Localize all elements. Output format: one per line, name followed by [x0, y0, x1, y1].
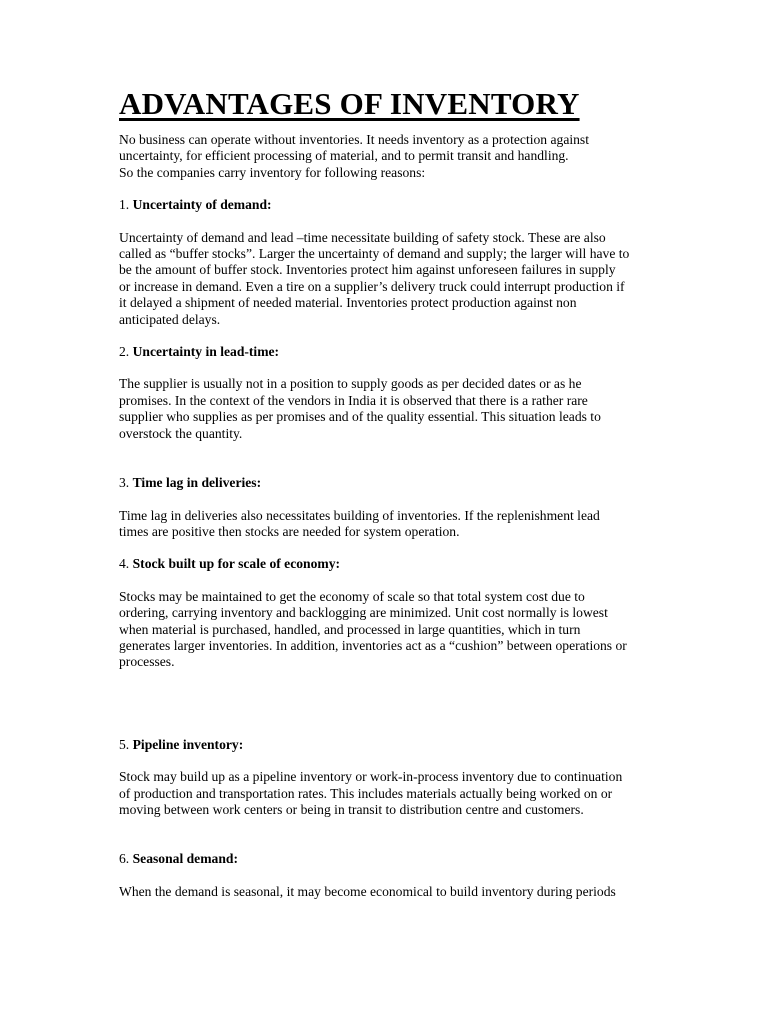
paragraph-line: Time lag in deliveries also necessitates building of inventories. If the replenishment lead	[119, 507, 600, 523]
section-paragraph	[119, 376, 639, 442]
section-title: Stock built up for scale of economy:	[132, 556, 341, 572]
paragraph-line: it delayed a shipment of needed material. Inventories protect production against non	[119, 295, 577, 311]
paragraph-line: be the amount of buffer stock. Inventories protect him against unforeseen failures in supply	[119, 262, 616, 278]
intro-line: uncertainty, for efficient processing of material, and to permit transit and handling.	[119, 148, 569, 164]
section-number: 3.	[119, 475, 130, 491]
paragraph-line: called as “buffer stocks”. Larger the uncertainty of demand and supply; the larger will have to	[119, 246, 630, 262]
paragraph-line: Stock may build up as a pipeline inventory or work-in-process inventory due to continuation	[119, 769, 623, 785]
section-number: 5.	[119, 736, 130, 752]
paragraph-line: Stocks may be maintained to get the economy of scale so that total system cost due to	[119, 588, 585, 604]
paragraph-line: processes.	[119, 654, 175, 670]
intro-line: So the companies carry inventory for following reasons:	[119, 164, 426, 180]
intro-line: No business can operate without inventories. It needs inventory as a protection against	[119, 132, 589, 147]
section-heading-seasonal-demand	[119, 851, 639, 867]
section-heading-uncertainty-of-demand	[119, 197, 639, 213]
paragraph-line: or increase in demand. Even a tire on a supplier’s delivery truck could interrupt production if	[119, 278, 625, 294]
section-number: 4.	[119, 556, 130, 572]
paragraph-line: When the demand is seasonal, it may become economical to build inventory during periods	[119, 883, 616, 899]
paragraph-line: overstock the quantity.	[119, 425, 243, 441]
section-paragraph	[119, 589, 639, 671]
section-number: 2.	[119, 344, 130, 360]
section-number: 1.	[119, 197, 130, 213]
document-title: ADVANTAGES OF INVENTORY	[119, 86, 580, 121]
section-title: Pipeline inventory:	[132, 736, 244, 752]
section-title: Uncertainty in lead-time:	[132, 344, 280, 360]
paragraph-line: generates larger inventories. In addition, inventories act as a “cushion” between operations or	[119, 637, 627, 653]
paragraph-line: promises. In the context of the vendors in India it is observed that there is a rather rare	[119, 392, 588, 408]
section-title: Seasonal demand:	[132, 851, 238, 867]
paragraph-line: Uncertainty of demand and lead –time necessitate building of safety stock. These are also	[119, 229, 606, 245]
document-page	[119, 86, 639, 900]
section-heading-pipeline-inventory	[119, 737, 639, 753]
paragraph-line: supplier who supplies as per promises and of the quality essential. This situation leads to	[119, 409, 601, 425]
section-heading-time-lag-in-deliveries	[119, 475, 639, 491]
section-number: 6.	[119, 851, 130, 867]
section-title: Uncertainty of demand:	[132, 197, 272, 213]
paragraph-line: of production and transportation rates. This includes materials actually being worked on or	[119, 785, 613, 801]
section-paragraph	[119, 769, 639, 818]
paragraph-line: times are positive then stocks are needed for system operation.	[119, 523, 460, 539]
paragraph-line: ordering, carrying inventory and backlogging are minimized. Unit cost normally is lowest	[119, 605, 608, 621]
intro-paragraph	[119, 132, 639, 181]
paragraph-line: The supplier is usually not in a position to supply goods as per decided dates or as he	[119, 376, 582, 392]
paragraph-line: moving between work centers or being in transit to distribution centre and customers.	[119, 801, 584, 817]
paragraph-line: when material is purchased, handled, and processed in large quantities, which in turn	[119, 621, 581, 637]
section-paragraph	[119, 884, 639, 900]
section-heading-uncertainty-in-lead-time	[119, 344, 639, 360]
section-heading-stock-built-up	[119, 556, 639, 572]
section-paragraph	[119, 508, 639, 541]
section-paragraph	[119, 230, 639, 328]
section-title: Time lag in deliveries:	[132, 475, 262, 491]
paragraph-line: anticipated delays.	[119, 311, 221, 327]
